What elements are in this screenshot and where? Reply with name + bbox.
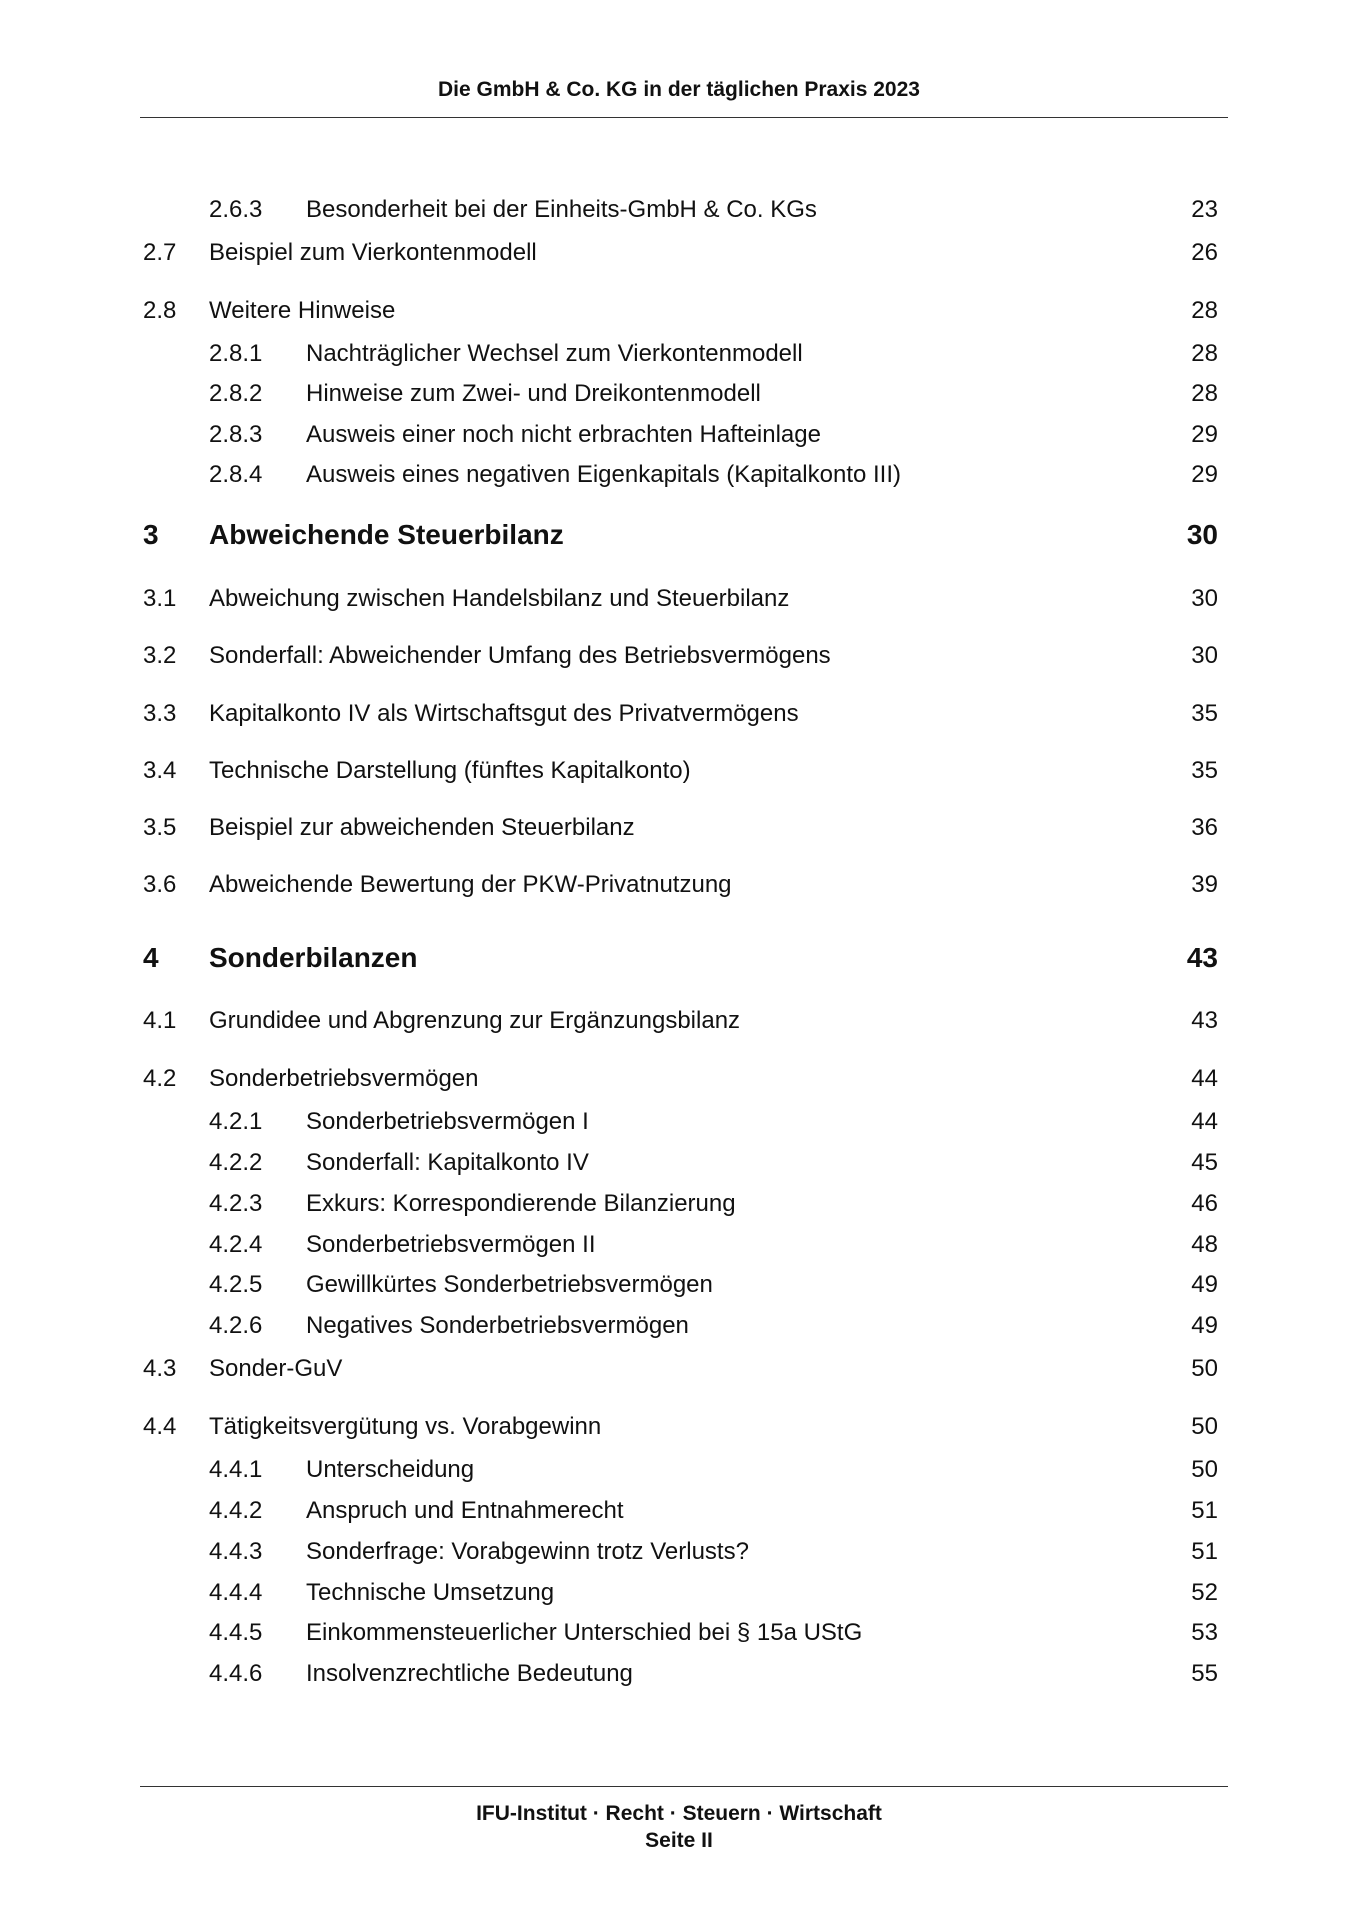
toc-entry-title: Tätigkeitsvergütung vs. Vorabgewinn [209,1413,602,1440]
toc-entry-title: Hinweise zum Zwei- und Dreikontenmodell [306,380,761,407]
toc-entry [0,1146,1358,1180]
toc-entry-number: 3.4 [143,757,177,784]
toc-entry-number: 4.3 [143,1355,177,1382]
toc-entry-page: 50 [1191,1456,1218,1483]
footer-page-number: Seite II [645,1829,713,1852]
toc-entry-number: 2.8 [143,297,177,324]
toc-entry [0,1105,1358,1139]
toc-entry [0,1004,1358,1038]
toc-entry-title: Sonderbetriebsvermögen I [306,1108,589,1135]
toc-entry [0,1062,1358,1096]
toc-entry-page: 50 [1191,1355,1218,1382]
toc-entry-number: 2.8.4 [209,461,263,488]
toc-entry-page: 39 [1191,871,1218,898]
toc-entry [0,1657,1358,1691]
toc-chapter-title: Sonderbilanzen [209,942,418,973]
toc-entry-number: 4.2.6 [209,1312,263,1339]
toc-entry-page: 44 [1191,1108,1218,1135]
toc-entry-page: 49 [1191,1312,1218,1339]
toc-chapter [0,941,1358,975]
toc-entry-title: Technische Darstellung (fünftes Kapitalkonto) [209,757,691,784]
toc-entry-title: Sonderbetriebsvermögen II [306,1231,596,1258]
toc-entry-title: Sonderfall: Kapitalkonto IV [306,1149,589,1176]
toc-entry [0,754,1358,788]
toc-entry-title: Technische Umsetzung [306,1579,555,1606]
toc-entry [0,1410,1358,1444]
toc-chapter-page: 30 [1186,519,1218,550]
footer-divider [140,1786,1228,1787]
toc-entry-title: Gewillkürtes Sonderbetriebsvermögen [306,1271,713,1298]
toc-entry-number: 4.4 [143,1413,177,1440]
toc-entry-number: 4.4.2 [209,1497,263,1524]
toc-entry-title: Beispiel zur abweichenden Steuerbilanz [209,814,635,841]
toc-entry [0,1535,1358,1569]
toc-entry-page: 51 [1191,1538,1218,1565]
toc-chapter-title: Abweichende Steuerbilanz [209,519,564,550]
toc-entry-title: Weitere Hinweise [209,297,396,324]
toc-entry-number: 3.3 [143,700,177,727]
toc-entry-page: 46 [1191,1190,1218,1217]
toc-entry-page: 29 [1191,421,1218,448]
toc-entry-number: 2.6.3 [209,196,263,223]
toc-entry-page: 29 [1191,461,1218,488]
toc-entry [0,582,1358,616]
toc-entry-page: 45 [1191,1149,1218,1176]
toc-entry-number: 4.2 [143,1065,177,1092]
toc-entry-number: 4.4.5 [209,1619,263,1646]
toc-entry-title: Insolvenzrechtliche Bedeutung [306,1660,633,1687]
toc-entry [0,1228,1358,1262]
toc-entry-title: Kapitalkonto IV als Wirtschaftsgut des Privatvermögens [209,700,799,727]
toc-entry [0,418,1358,452]
toc-entry-page: 23 [1191,196,1218,223]
toc-entry-number: 2.8.1 [209,340,263,367]
toc-entry-number: 3.1 [143,585,177,612]
toc-entry-page: 48 [1191,1231,1218,1258]
toc-entry [0,1187,1358,1221]
toc-entry-title: Negatives Sonderbetriebsvermögen [306,1312,689,1339]
toc-entry-page: 52 [1191,1579,1218,1606]
toc-entry-number: 4.2.4 [209,1231,263,1258]
toc-entry-page: 35 [1191,757,1218,784]
toc-entry [0,868,1358,902]
toc-entry [0,458,1358,492]
toc-entry-title: Nachträglicher Wechsel zum Vierkontenmodell [306,340,803,367]
toc-entry-page: 28 [1191,380,1218,407]
footer-publisher: IFU-Institut · Recht · Steuern · Wirtschaft [476,1802,882,1825]
toc-chapter-number: 4 [143,942,159,973]
toc-entry-title: Grundidee und Abgrenzung zur Ergänzungsbilanz [209,1007,741,1034]
toc-entry [0,1352,1358,1386]
toc-entry-number: 2.8.3 [209,421,263,448]
toc-entry-number: 4.4.1 [209,1456,263,1483]
toc-entry [0,1576,1358,1610]
toc-entry-number: 4.2.3 [209,1190,263,1217]
toc-entry-page: 53 [1191,1619,1218,1646]
toc-entry [0,294,1358,328]
toc-entry-title: Sonderbetriebsvermögen [209,1065,479,1092]
toc-entry-page: 43 [1191,1007,1218,1034]
toc-entry-number: 4.2.2 [209,1149,263,1176]
toc-entry-number: 3.2 [143,642,177,669]
toc-entry [0,1453,1358,1487]
toc-entry-page: 36 [1191,814,1218,841]
toc-entry [0,193,1358,227]
toc-entry [0,1494,1358,1528]
toc-entry-page: 44 [1191,1065,1218,1092]
toc-chapter-number: 3 [143,519,159,550]
toc-entry-page: 28 [1191,297,1218,324]
toc-entry [0,811,1358,845]
toc-entry [0,1268,1358,1302]
toc-entry-number: 4.4.6 [209,1660,263,1687]
toc-entry-page: 50 [1191,1413,1218,1440]
toc-entry [0,377,1358,411]
toc-entry-number: 2.7 [143,239,177,266]
toc-entry-page: 55 [1191,1660,1218,1687]
toc-entry-title: Exkurs: Korrespondierende Bilanzierung [306,1190,736,1217]
header-divider [140,117,1228,118]
toc-entry-title: Anspruch und Entnahmerecht [306,1497,624,1524]
toc-entry-page: 51 [1191,1497,1218,1524]
toc-entry-number: 3.6 [143,871,177,898]
toc-entry-title: Abweichende Bewertung der PKW-Privatnutzung [209,871,732,898]
toc-entry [0,697,1358,731]
toc-entry [0,1616,1358,1650]
toc-entry-number: 2.8.2 [209,380,263,407]
toc-entry-page: 35 [1191,700,1218,727]
toc-entry-title: Beispiel zum Vierkontenmodell [209,239,537,266]
toc-entry-page: 30 [1191,642,1218,669]
toc-entry-page: 49 [1191,1271,1218,1298]
toc-entry [0,337,1358,371]
toc-entry-number: 4.1 [143,1007,177,1034]
toc-entry-title: Ausweis einer noch nicht erbrachten Hafteinlage [306,421,821,448]
toc-entry-title: Sonderfrage: Vorabgewinn trotz Verlusts? [306,1538,749,1565]
toc-entry-title: Sonder-GuV [209,1355,343,1382]
toc-entry-title: Ausweis eines negativen Eigenkapitals (Kapitalkonto III) [306,461,902,488]
toc-entry-title: Einkommensteuerlicher Unterschied bei § 15a UStG [306,1619,863,1646]
toc-entry-title: Unterscheidung [306,1456,475,1483]
toc-entry-page: 30 [1191,585,1218,612]
toc-entry-number: 4.4.4 [209,1579,263,1606]
toc-entry [0,639,1358,673]
toc-chapter [0,518,1358,552]
toc-entry [0,236,1358,270]
toc-entry-number: 4.4.3 [209,1538,263,1565]
toc-chapter-page: 43 [1186,942,1218,973]
toc-entry-page: 26 [1191,239,1218,266]
toc-entry-number: 4.2.1 [209,1108,263,1135]
toc-entry-title: Sonderfall: Abweichender Umfang des Betriebsvermögens [209,642,831,669]
toc-entry-title: Abweichung zwischen Handelsbilanz und Steuerbilanz [209,585,790,612]
toc-entry [0,1309,1358,1343]
running-header-title: Die GmbH & Co. KG in der täglichen Praxis 2023 [438,78,920,101]
toc-entry-page: 28 [1191,340,1218,367]
toc-entry-number: 4.2.5 [209,1271,263,1298]
toc-entry-title: Besonderheit bei der Einheits-GmbH & Co. KGs [306,196,817,223]
toc-entry-number: 3.5 [143,814,177,841]
